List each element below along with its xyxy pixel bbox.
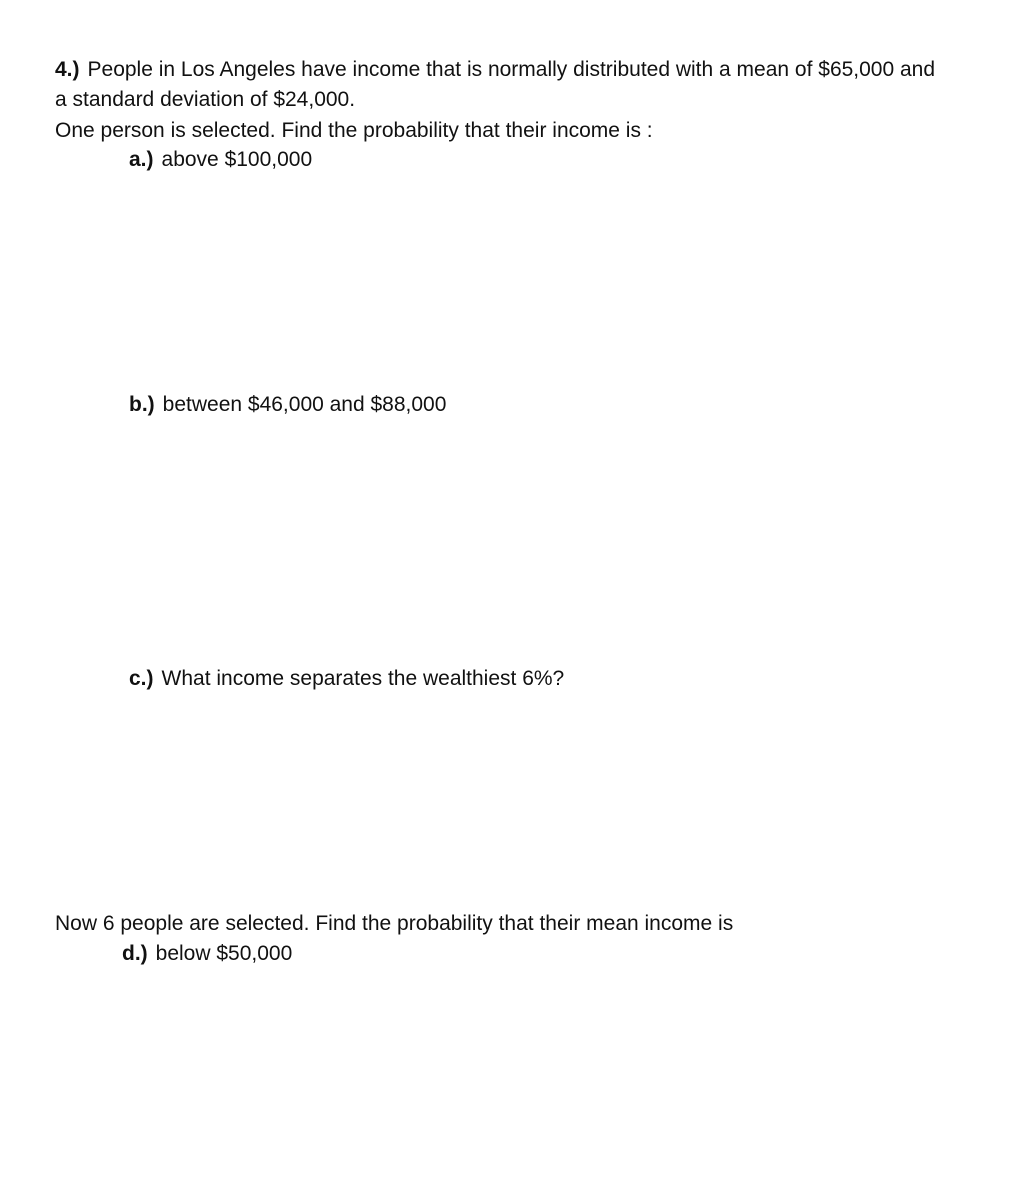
question-d-text: below $50,000: [155, 942, 293, 965]
question-c-label: c.): [129, 667, 154, 690]
problem-statement-line-1: [55, 55, 935, 85]
question-c: [129, 664, 564, 694]
question-a-text: above $100,000: [161, 148, 313, 171]
problem-number: 4.): [55, 58, 80, 81]
question-a: [129, 145, 312, 175]
problem-statement-line-2: a standard deviation of $24,000.: [55, 88, 356, 111]
question-d: [122, 939, 292, 969]
question-b-text: between $46,000 and $88,000: [162, 393, 447, 416]
question-c-text: What income separates the wealthiest 6%?: [161, 667, 565, 690]
problem-intro-text: People in Los Angeles have income that is normally distributed with a mean of $65,000 and: [87, 58, 936, 81]
question-d-label: d.): [122, 942, 148, 965]
problem-statement-line-3: One person is selected. Find the probability that their income is :: [55, 119, 653, 142]
question-b: [129, 390, 446, 420]
question-b-label: b.): [129, 393, 155, 416]
question-a-label: a.): [129, 148, 154, 171]
sample-statement: Now 6 people are selected. Find the probability that their mean income is: [55, 912, 734, 935]
